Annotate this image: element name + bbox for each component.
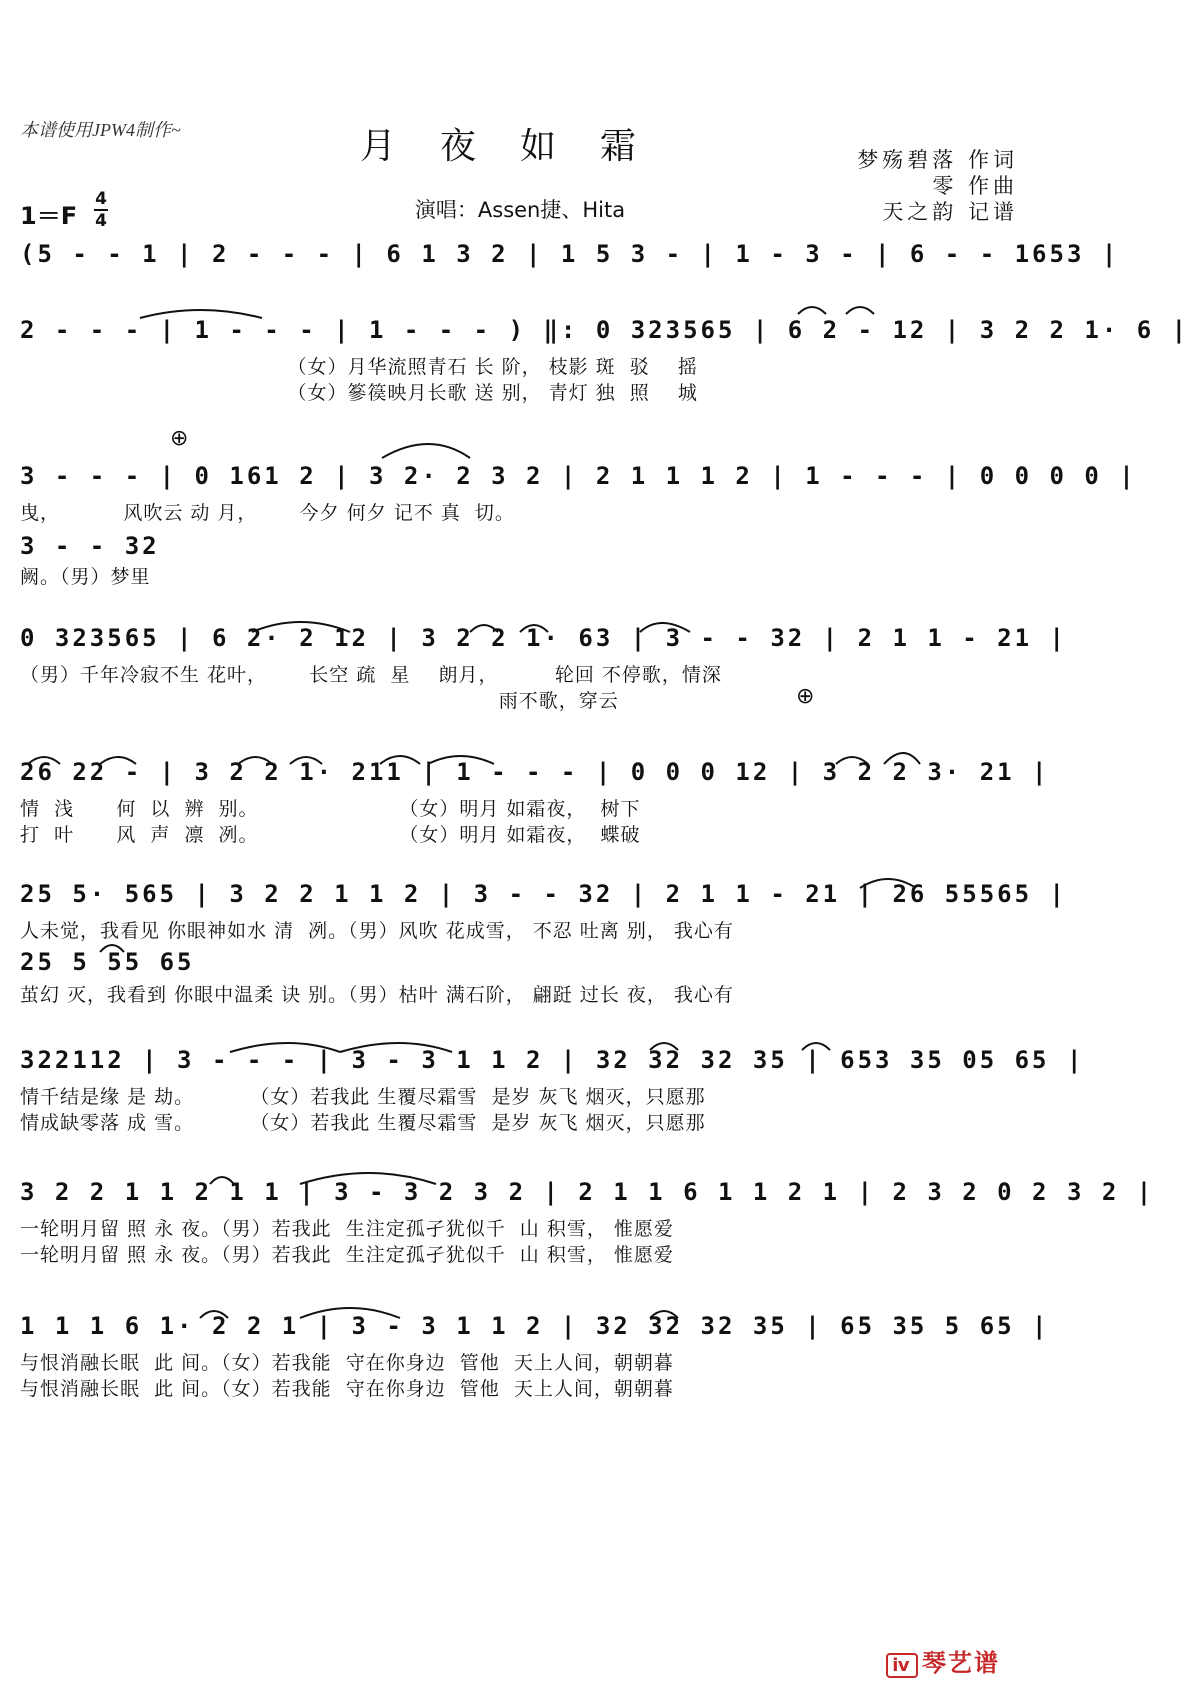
notation-line: 322112 | 3 - - - | 3 - 3 1 1 2 | 32 32 32 35 | 653 35 05 65 |: [20, 1046, 1085, 1074]
slur: [340, 1043, 452, 1052]
slur: [382, 444, 470, 458]
slur: [520, 625, 548, 632]
slur: [252, 622, 350, 632]
lyric-line-2: 情成缺零落 成 雪。 （女）若我此 生覆尽霜雪 是岁 灰飞 烟灭，只愿那: [20, 1112, 706, 1134]
notation-line: 0 323565 | 6 2· 2 12 | 3 2 2 1· 63 | 3 - - 32 | 2 1 1 - 21 |: [20, 624, 1067, 652]
coda-sign-icon: ⊕: [796, 684, 815, 709]
slur: [650, 1043, 678, 1050]
notation-line: 26 22 - | 3 2 2 1· 211 | 1 - - - | 0 0 0 12 | 3 2 2 3· 21 |: [20, 758, 1050, 786]
lyric-line-1: 曳， 风吹云 动 月， 今夕 何夕 记不 真 切。: [20, 502, 515, 524]
watermark-mark-icon: ⅳ: [886, 1653, 918, 1678]
slur: [836, 757, 868, 764]
slur: [380, 756, 420, 764]
slur: [802, 1043, 830, 1050]
notation-line: (5 - - 1 | 2 - - - | 6 1 3 2 | 1 5 3 - | 1 - 3 - | 6 - - 1653 |: [20, 240, 1120, 268]
singer-credit: 演唱：Assen捷、Hita: [414, 198, 626, 222]
lyric-line-2: 雨不歌，穿云: [20, 690, 619, 712]
lyric-line-2: 打 叶 风 声 凛 冽。 （女）明月 如霜夜， 蝶破: [20, 824, 641, 846]
notation-line: 2 - - - | 1 - - - | 1 - - - ) ‖: 0 323565 | 6 2 - 12 | 3 2 2 1· 6 |: [20, 316, 1189, 344]
slur: [884, 753, 920, 764]
lyric-line-1: （男）千年冷寂不生 花叶， 长空 疏 星 朗月， 轮回 不停歌，情深: [20, 664, 722, 686]
slur: [230, 1043, 340, 1052]
slur: [300, 1308, 400, 1318]
song-title: 月夜如霜: [359, 126, 680, 167]
slur: [640, 623, 690, 632]
lyric-line-1: 阙。（男）梦里: [20, 566, 151, 588]
slur: [650, 1311, 678, 1318]
composer-credit: 零 作曲: [932, 174, 1018, 198]
slur: [28, 757, 60, 764]
lyric-line-2: 一轮明月留 照 永 夜。（男）若我此 生注定孤孑犹似千 山 积雪， 惟愿爱: [20, 1244, 674, 1266]
lyric-line-2: 茧幻 灭，我看到 你眼中温柔 诀 别。（男）枯叶 满石阶， 翩跹 过长 夜， 我心有: [20, 984, 734, 1006]
lyric-line-1: 人未觉，我看见 你眼神如水 清 冽。（男）风吹 花成雪， 不忍 吐离 别， 我心有: [20, 920, 734, 942]
slur: [846, 307, 874, 314]
slur: [100, 757, 136, 764]
watermark-logo: [886, 1643, 1000, 1678]
notation-line: 3 - - - | 0 161 2 | 3 2· 2 3 2 | 2 1 1 1 2 | 1 - - - | 0 0 0 0 |: [20, 462, 1137, 490]
slur: [860, 879, 916, 888]
notation-line: 3 - - 32: [20, 532, 160, 560]
slur: [290, 757, 322, 764]
lyric-line-1: 情 浅 何 以 辨 别。 （女）明月 如霜夜， 树下: [20, 798, 641, 820]
time-signature-bottom: 4: [95, 211, 107, 231]
coda-sign-icon: ⊕: [170, 426, 189, 451]
slur: [200, 1311, 228, 1318]
slur: [798, 307, 826, 314]
notation-line: 1 1 1 6 1· 2 2 1 | 3 - 3 1 1 2 | 32 32 32 35 | 65 35 5 65 |: [20, 1312, 1050, 1340]
time-signature-top: 4: [95, 189, 107, 209]
lyric-line-2: （女）篸篌映月长歌 送 别， 青灯 独 照 城: [20, 382, 698, 404]
notation-line: 25 5 55 65: [20, 948, 195, 976]
lyric-line-1: 与恨消融长眠 此 间。（女）若我能 守在你身边 管他 天上人间，朝朝暮: [20, 1352, 674, 1374]
key-signature: 1＝F: [20, 202, 78, 230]
slur: [210, 1177, 234, 1184]
watermark-text: 琴艺谱: [922, 1649, 1000, 1677]
lyric-line-1: （女）月华流照青石 长 阶， 枝影 斑 驳 摇: [20, 356, 698, 378]
lyric-line-1: 情千结是缘 是 劫。 （女）若我此 生覆尽霜雪 是岁 灰飞 烟灭，只愿那: [20, 1086, 706, 1108]
notation-line: 25 5· 565 | 3 2 2 1 1 2 | 3 - - 32 | 2 1 1 - 21 | 26 55565 |: [20, 880, 1067, 908]
slur: [100, 945, 124, 952]
slur: [300, 1173, 436, 1184]
lyric-line-2: 与恨消融长眠 此 间。（女）若我能 守在你身边 管他 天上人间，朝朝暮: [20, 1378, 674, 1400]
software-note: 本谱使用JPW4制作~: [20, 120, 181, 140]
lyricist-credit: 梦殇碧落 作词: [857, 148, 1018, 172]
slur: [238, 757, 272, 764]
slur: [428, 756, 494, 764]
notation-line: 3 2 2 1 1 2 1 1 | 3 - 3 2 3 2 | 2 1 1 6 1 1 2 1 | 2 3 2 0 2 3 2 |: [20, 1178, 1155, 1206]
slur: [140, 310, 262, 318]
transcriber-credit: 天之韵 记谱: [882, 200, 1018, 224]
lyric-line-1: 一轮明月留 照 永 夜。（男）若我此 生注定孤孑犹似千 山 积雪， 惟愿爱: [20, 1218, 674, 1240]
slur: [470, 625, 498, 632]
